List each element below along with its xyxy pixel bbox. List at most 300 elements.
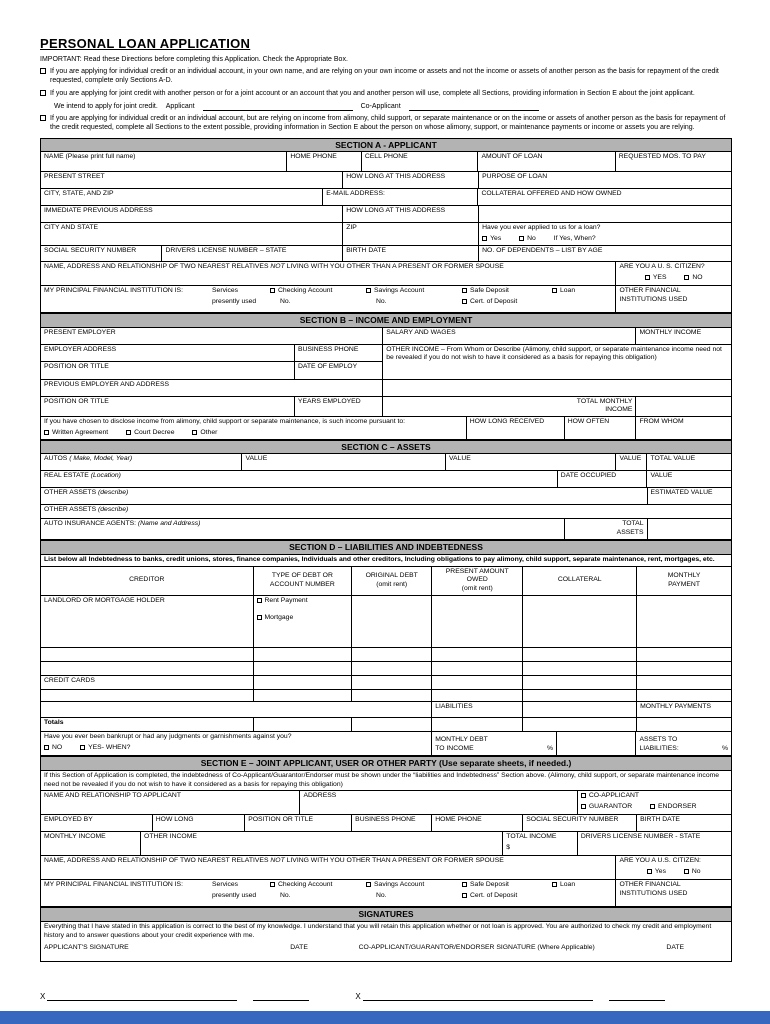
applicant-signature-line[interactable] — [47, 993, 237, 1001]
a-fin-line2 — [44, 298, 612, 307]
purpose-of-loan-label: PURPOSE OF LOAN — [482, 173, 548, 181]
auto-value-1-label: VALUE — [245, 455, 268, 463]
empty-cell[interactable] — [352, 596, 432, 647]
requested-mos-field[interactable] — [616, 152, 731, 171]
c-row-5 — [41, 519, 731, 540]
a-savings-checkbox[interactable] — [366, 288, 371, 293]
position-title-field[interactable] — [41, 362, 295, 379]
empty-cell[interactable] — [254, 648, 353, 661]
citizen-yes-checkbox[interactable] — [645, 275, 650, 280]
e-other-institutions-field[interactable] — [616, 880, 731, 906]
empty-cell[interactable] — [523, 648, 637, 661]
how-long-received-field[interactable] — [467, 417, 565, 439]
a-safe-deposit-label: Safe Deposit — [470, 286, 509, 294]
empty-cell[interactable] — [352, 690, 432, 701]
how-often-field[interactable] — [565, 417, 637, 439]
email-field[interactable] — [323, 189, 478, 205]
auto-value-1-field[interactable] — [242, 454, 446, 470]
co-applicant-date-label: DATE — [666, 943, 685, 951]
applicant-x: X — [40, 991, 46, 1001]
position-title-2-field[interactable] — [41, 397, 295, 417]
b-row-3-left — [41, 362, 383, 379]
other-assets-1-field[interactable] — [41, 488, 648, 504]
b-row-2-left — [41, 345, 383, 362]
auto-value-2-field[interactable] — [446, 454, 616, 470]
empty-cell[interactable] — [523, 702, 637, 717]
monthly-income-field[interactable] — [636, 328, 731, 344]
empty-cell[interactable] — [637, 596, 731, 647]
monthly-payment-header — [637, 567, 731, 595]
e-relatives-label-not: NOT — [270, 857, 285, 865]
signatures-header: SIGNATURES — [41, 907, 731, 922]
d-credit-cards-row — [41, 676, 731, 690]
email-label: E-MAIL ADDRESS: — [326, 190, 385, 198]
creditor-header — [41, 567, 254, 595]
written-agreement-label: Written Agreement — [52, 429, 109, 437]
co-applicant-signature-line[interactable] — [363, 993, 593, 1001]
e-total-income-field[interactable] — [503, 832, 578, 855]
e-checking-checkbox[interactable] — [270, 882, 275, 887]
applied-no-label: No — [527, 235, 536, 243]
e-endorser-checkbox[interactable] — [650, 804, 655, 809]
city-and-state-field[interactable] — [41, 223, 343, 245]
d-bankrupt-row — [41, 732, 731, 756]
e-loan-checkbox[interactable] — [552, 882, 557, 887]
e-ssn-label: SOCIAL SECURITY NUMBER — [526, 816, 619, 824]
form-content — [40, 36, 732, 1001]
a-row-5 — [41, 223, 731, 246]
e-checking-no-label: No. — [280, 892, 291, 900]
rent-payment-checkbox[interactable] — [257, 598, 262, 603]
a-row-4 — [41, 206, 731, 223]
real-estate-field[interactable] — [41, 471, 558, 487]
application-form — [40, 138, 732, 962]
individual-credit-text: If you are applying for individual credit or an individual account, in your own name, and are relying on your own income or assets and not the income or assets of another person as the basis for repayment of the credit requested, complete only Sections A-D. — [50, 68, 719, 85]
co-applicant-label: Co-Applicant — [360, 102, 401, 110]
empty-cell[interactable] — [352, 648, 432, 661]
intend-joint-text: We intend to apply for joint credit. — [54, 102, 158, 110]
e-birth-date-field[interactable] — [637, 815, 731, 831]
empty-cell[interactable] — [352, 676, 432, 689]
e-checking-label: Checking Account — [278, 881, 333, 889]
e-guarantor-checkbox[interactable] — [581, 804, 586, 809]
e-address-label: ADDRESS — [303, 792, 337, 800]
a-fin-savings — [366, 287, 462, 296]
drivers-license-label: DRIVERS LICENSE NUMBER – STATE — [165, 246, 287, 254]
if-yes-when-label: If Yes, When? — [553, 235, 596, 243]
dependents-label: NO. OF DEPENDENTS – LIST BY AGE — [482, 246, 603, 254]
present-employer-field[interactable] — [41, 328, 383, 344]
empty-cell[interactable] — [432, 718, 523, 731]
assets-liabilities-label: ASSETS TO LIABILITIES: — [639, 736, 679, 753]
b-row-2-3 — [41, 345, 731, 380]
citizen-options — [619, 274, 728, 283]
applicant-signature-label: APPLICANT'S SIGNATURE — [44, 943, 129, 951]
years-employed-field[interactable] — [295, 397, 383, 417]
section-e-intro: If this Section of Application is completed, the indebtedness of Co-Applicant/Guarantor/Endorser must be shown under the “liabilities and Indebtedness” Section above. (Alimony, child support, or separate maintenance income need not be revealed if you do not wish to have it considered as a basis for repaying this obligation) — [41, 771, 731, 792]
footer-toolbar[interactable] — [0, 1011, 770, 1024]
e-row-3 — [41, 832, 731, 856]
co-applicant-name-line[interactable] — [409, 103, 539, 111]
bankrupt-yes-checkbox[interactable] — [80, 745, 85, 750]
important-note: IMPORTANT: Read these Directions before completing this Application. Check the Appropriate Box. — [40, 56, 348, 63]
bankrupt-no-checkbox[interactable] — [44, 745, 49, 750]
d-header-row — [41, 567, 731, 596]
a-loan-checkbox[interactable] — [552, 288, 557, 293]
name-field[interactable] — [41, 152, 287, 171]
citizen-field[interactable] — [616, 262, 731, 285]
business-phone-label: BUSINESS PHONE — [297, 345, 359, 353]
monthly-debt-label: MONTHLY DEBT TO INCOME — [435, 736, 488, 753]
section-c-header: SECTION C – ASSETS — [41, 440, 731, 455]
previous-address-label: IMMEDIATE PREVIOUS ADDRESS — [44, 207, 153, 215]
how-often-label: HOW OFTEN — [567, 418, 610, 426]
ssn-field[interactable] — [41, 246, 162, 261]
directions — [40, 55, 732, 133]
page-title: PERSONAL LOAN APPLICATION — [40, 36, 251, 51]
insurance-agents-label: AUTO INSURANCE AGENTS: — [44, 520, 137, 528]
estimated-value-label: ESTIMATED VALUE — [650, 489, 713, 497]
e-fin-cert — [462, 892, 517, 901]
d-empty-row-3 — [41, 690, 731, 702]
empty-cell[interactable] — [352, 718, 432, 731]
real-estate-sublabel: (Location) — [90, 472, 121, 480]
auto-value-2-label: VALUE — [449, 455, 471, 463]
type-of-debt-header-label: TYPE OF DEBT OR ACCOUNT NUMBER — [269, 572, 335, 588]
b-row-5 — [41, 397, 731, 418]
co-applicant-x: X — [355, 991, 361, 1001]
dependents-field[interactable] — [479, 246, 731, 261]
other-checkbox[interactable] — [192, 430, 197, 435]
a-cert-label: Cert. of Deposit — [470, 297, 518, 305]
salary-wages-field[interactable] — [383, 328, 636, 344]
e-business-phone-field[interactable] — [352, 815, 432, 831]
a-fin-safe-deposit — [462, 287, 552, 296]
empty-cell[interactable] — [637, 690, 731, 701]
e-citizen-yes-checkbox[interactable] — [647, 869, 652, 874]
e-fin-services-label: Services — [212, 881, 239, 889]
e-relatives-field[interactable] — [41, 856, 616, 879]
a-other-institutions-field[interactable] — [616, 286, 731, 312]
co-applicant-signature-label: CO-APPLICANT/GUARANTOR/ENDORSER SIGNATURE (Where Applicable) — [358, 943, 595, 951]
empty-cell[interactable] — [254, 718, 353, 731]
a-cert-checkbox[interactable] — [462, 299, 467, 304]
other-assets-2-field[interactable] — [41, 505, 731, 518]
e-other-institutions-label: OTHER FINANCIAL INSTITUTIONS USED — [619, 881, 688, 898]
b-left-stack — [41, 345, 383, 379]
e-party-type-field[interactable] — [578, 791, 731, 814]
date-occupied-field[interactable] — [558, 471, 648, 487]
business-phone-field[interactable] — [295, 345, 383, 361]
home-phone-field[interactable] — [287, 152, 362, 171]
e-employed-by-label: EMPLOYED BY — [44, 816, 93, 824]
empty-cell[interactable] — [523, 690, 637, 701]
e-home-phone-label: HOME PHONE — [435, 816, 482, 824]
city-state-zip-field[interactable] — [41, 189, 323, 205]
e-birth-date-label: BIRTH DATE — [640, 816, 680, 824]
empty-cell[interactable] — [523, 676, 637, 689]
e-cert-checkbox[interactable] — [462, 893, 467, 898]
c-row-3 — [41, 488, 731, 505]
monthly-debt-cell[interactable] — [432, 732, 557, 755]
a-fin-services-label: Services — [212, 286, 239, 294]
empty-cell[interactable] — [432, 662, 523, 675]
alimony-checkbox[interactable] — [40, 115, 46, 121]
court-decree-checkbox[interactable] — [126, 430, 131, 435]
liabilities-label: LIABILITIES — [435, 703, 473, 711]
e-ssn-field[interactable] — [523, 815, 637, 831]
e-citizen-yes-label: Yes — [654, 868, 666, 876]
a-fin-cert — [462, 298, 517, 307]
employer-address-field[interactable] — [41, 345, 295, 361]
signature-labels-row — [41, 942, 731, 961]
zip-field[interactable] — [343, 223, 479, 245]
how-long-address-label: HOW LONG AT THIS ADDRESS — [346, 173, 446, 181]
applied-before-field[interactable] — [479, 223, 731, 245]
applicant-date-line[interactable] — [253, 993, 309, 1001]
previous-employer-label: PREVIOUS EMPLOYER AND ADDRESS — [44, 380, 170, 388]
e-citizen-options — [619, 868, 728, 877]
monthly-income-label: MONTHLY INCOME — [639, 328, 702, 336]
totals-field[interactable] — [41, 718, 254, 731]
section-a-header: SECTION A - APPLICANT — [41, 139, 731, 153]
landlord-label: LANDLORD OR MORTGAGE HOLDER — [44, 597, 165, 605]
empty-cell[interactable] — [352, 662, 432, 675]
e-name-relationship-field[interactable] — [41, 791, 300, 814]
e-citizen-field[interactable] — [616, 856, 731, 879]
e-total-income-label: TOTAL INCOME — [506, 833, 557, 841]
e-employed-by-field[interactable] — [41, 815, 153, 831]
zip-label: ZIP — [346, 224, 357, 232]
mortgage-checkbox[interactable] — [257, 615, 262, 620]
from-whom-field[interactable] — [636, 417, 731, 439]
home-phone-label: HOME PHONE — [290, 153, 337, 161]
e-row-1 — [41, 791, 731, 815]
e-guarantor-label: GUARANTOR — [588, 803, 633, 811]
credit-cards-label: CREDIT CARDS — [44, 677, 95, 685]
e-position-title-field[interactable] — [245, 815, 352, 831]
a-financial-institution-field[interactable] — [41, 286, 616, 312]
birth-date-field[interactable] — [343, 246, 479, 261]
citizen-label: ARE YOU A U. S. CITIZEN? — [619, 262, 705, 270]
purpose-of-loan-field[interactable] — [479, 172, 731, 188]
individual-credit-option — [40, 67, 732, 85]
original-debt-header-label: ORIGINAL DEBT — [365, 572, 418, 579]
other-income-field[interactable] — [382, 345, 731, 379]
present-employer-label: PRESENT EMPLOYER — [44, 328, 116, 336]
e-co-applicant-checkbox[interactable] — [581, 793, 586, 798]
c-row-4 — [41, 505, 731, 519]
a-row-7 — [41, 262, 731, 286]
citizen-no-checkbox[interactable] — [684, 275, 689, 280]
citizen-yes-label: YES — [652, 273, 667, 281]
e-position-title-label: POSITION OR TITLE — [248, 816, 314, 824]
empty-cell[interactable] — [41, 690, 254, 701]
total-monthly-income-cell — [383, 397, 636, 417]
cell-phone-label: CELL PHONE — [364, 153, 408, 161]
assets-liabilities-cell[interactable] — [636, 732, 731, 755]
mortgage-option — [257, 614, 349, 623]
empty-cell[interactable] — [432, 676, 523, 689]
total-monthly-income-label: TOTAL MONTHLY INCOME — [576, 397, 633, 414]
a-checking-checkbox[interactable] — [270, 288, 275, 293]
e-safe-deposit-checkbox[interactable] — [462, 882, 467, 887]
alimony-option — [40, 114, 732, 132]
employer-address-label: EMPLOYER ADDRESS — [44, 345, 117, 353]
e-home-phone-field[interactable] — [432, 815, 523, 831]
a-other-institutions-label: OTHER FINANCIAL INSTITUTIONS USED — [619, 286, 688, 303]
total-value-field[interactable] — [647, 454, 731, 470]
cell-phone-field[interactable] — [362, 152, 479, 171]
e-fin-checking — [270, 881, 366, 890]
e-fin-line1 — [44, 881, 612, 890]
insurance-agents-field[interactable] — [41, 519, 565, 539]
applicant-name-line[interactable] — [203, 103, 353, 111]
amount-of-loan-field[interactable] — [478, 152, 615, 171]
empty-cell[interactable] — [523, 718, 637, 731]
e-fin-line2 — [44, 892, 612, 901]
b-row-4 — [41, 380, 731, 397]
salary-wages-label: SALARY AND WAGES — [386, 328, 456, 336]
empty-cell[interactable] — [557, 732, 636, 755]
drivers-license-field[interactable] — [162, 246, 343, 261]
collateral-field[interactable] — [478, 189, 731, 205]
section-e-header: SECTION E – JOINT APPLICANT, USER OR OTHER PARTY (Use separate sheets, if needed.) — [41, 756, 731, 771]
e-fin-savings — [366, 881, 462, 890]
applied-before-options — [482, 235, 728, 244]
e-citizen-label: ARE YOU A U.S. CITIZEN: — [619, 857, 701, 865]
total-assets-value[interactable] — [648, 519, 732, 539]
empty-cell[interactable] — [479, 206, 731, 222]
credit-cards-field[interactable] — [41, 676, 254, 689]
d-liabilities-row — [41, 702, 731, 718]
relatives-field[interactable] — [41, 262, 616, 285]
empty-cell[interactable] — [523, 662, 637, 675]
a-savings-no-label: No. — [376, 297, 387, 305]
present-street-field[interactable] — [41, 172, 343, 188]
assets-liabilities-percent: % — [721, 745, 728, 753]
alimony-text: If you are applying for individual credit or an individual account, but are relying on income from alimony, child support, or separate maintenance or on the income or assets of another person as the basis for repayment of the credit requested, complete all Sections to the extent possible, providing information in Section E about the person on whose alimony, support, or maintenance payments or income or assets you are relying. — [50, 115, 726, 132]
written-agreement-checkbox[interactable] — [44, 430, 49, 435]
empty-cell[interactable] — [637, 648, 731, 661]
empty-cell[interactable] — [41, 662, 254, 675]
autos-label: AUTOS — [44, 455, 68, 463]
date-occupied-label: DATE OCCUPIED — [560, 472, 617, 480]
e-total-income-dollar: $ — [506, 844, 511, 852]
empty-cell[interactable] — [41, 702, 432, 717]
e-financial-institution-field[interactable] — [41, 880, 616, 906]
empty-cell[interactable] — [523, 596, 637, 647]
how-long-address-field[interactable] — [343, 172, 479, 188]
empty-cell[interactable] — [254, 690, 353, 701]
empty-cell[interactable] — [254, 662, 353, 675]
alimony-disclosure-field[interactable] — [41, 417, 467, 439]
bankrupt-no-label: NO — [52, 743, 63, 751]
date-of-employ-label: DATE OF EMPLOY — [297, 362, 358, 370]
monthly-payments-cell — [637, 702, 731, 717]
landlord-type-field[interactable] — [254, 596, 353, 647]
e-monthly-income-field[interactable] — [41, 832, 141, 855]
original-debt-omit-rent: (omit rent) — [376, 580, 408, 588]
e-drivers-license-field[interactable] — [578, 832, 731, 855]
other-assets-1-sublabel: (describe) — [98, 489, 129, 497]
e-savings-checkbox[interactable] — [366, 882, 371, 887]
landlord-field[interactable] — [41, 596, 254, 647]
empty-cell[interactable] — [432, 596, 523, 647]
applicant-label: Applicant — [165, 102, 195, 110]
e-how-long-label: HOW LONG — [155, 816, 194, 824]
e-savings-label: Savings Account — [374, 881, 425, 889]
how-long-previous-field[interactable] — [343, 206, 479, 222]
a-fin-loan — [552, 287, 575, 296]
present-owed-header — [432, 567, 523, 595]
previous-address-field[interactable] — [41, 206, 343, 222]
previous-employer-field[interactable] — [41, 380, 383, 396]
a-safe-deposit-checkbox[interactable] — [462, 288, 467, 293]
empty-cell[interactable] — [432, 648, 523, 661]
e-address-field[interactable] — [300, 791, 577, 814]
auto-value-3-field[interactable] — [616, 454, 647, 470]
empty-cell[interactable] — [254, 676, 353, 689]
collateral-header-label: COLLATERAL — [557, 576, 602, 584]
empty-cell[interactable] — [41, 648, 254, 661]
autos-field[interactable] — [41, 454, 242, 470]
a-row-3 — [41, 189, 731, 206]
applied-no-checkbox[interactable] — [519, 236, 524, 241]
other-assets-1-label: OTHER ASSETS — [44, 489, 97, 497]
a-checking-label: Checking Account — [278, 286, 333, 294]
applied-yes-checkbox[interactable] — [482, 236, 487, 241]
real-estate-value-field[interactable] — [647, 471, 731, 487]
c-row-1 — [41, 454, 731, 471]
a-row-2 — [41, 172, 731, 189]
estimated-value-field[interactable] — [648, 488, 732, 504]
empty-cell[interactable] — [637, 676, 731, 689]
date-of-employ-field[interactable] — [295, 362, 383, 379]
individual-credit-checkbox[interactable] — [40, 68, 46, 74]
ssn-label: SOCIAL SECURITY NUMBER — [44, 246, 137, 254]
empty-cell[interactable] — [637, 718, 731, 731]
e-citizen-no-checkbox[interactable] — [684, 869, 689, 874]
relatives-label-post: LIVING WITH YOU OTHER THAN A PRESENT OR FORMER SPOUSE — [286, 262, 504, 270]
empty-cell[interactable] — [383, 380, 731, 396]
e-fin-presently-used: presently used — [212, 892, 257, 900]
position-title-2-label: POSITION OR TITLE — [44, 397, 109, 405]
a-fin-label: MY PRINCIPAL FINANCIAL INSTITUTION IS: — [44, 286, 183, 294]
empty-cell[interactable] — [637, 662, 731, 675]
joint-credit-option — [40, 89, 732, 98]
empty-cell[interactable] — [432, 690, 523, 701]
e-other-income-field[interactable] — [141, 832, 503, 855]
collateral-header — [523, 567, 637, 595]
e-fin-label: MY PRINCIPAL FINANCIAL INSTITUTION IS: — [44, 881, 183, 889]
e-row-4 — [41, 856, 731, 880]
joint-credit-checkbox[interactable] — [40, 90, 46, 96]
e-how-long-field[interactable] — [153, 815, 245, 831]
a-checking-no-label: No. — [280, 297, 291, 305]
e-loan-label: Loan — [560, 881, 576, 889]
e-fin-loan — [552, 881, 575, 890]
mortgage-label: Mortgage — [264, 613, 294, 621]
bankrupt-field[interactable] — [41, 732, 432, 755]
d-landlord-row — [41, 596, 731, 648]
co-applicant-date-line[interactable] — [609, 993, 665, 1001]
total-monthly-income-value[interactable] — [636, 397, 731, 417]
autos-sublabel: ( Make, Model, Year) — [69, 455, 133, 463]
relatives-label-not: NOT — [270, 262, 285, 270]
signatures-statement: Everything that I have stated in this application is correct to the best of my knowledge. I understand that you will retain this application whether or not loan is approved. You are authorized to check my credit and employment history and to answer questions about your credit experience with me. — [44, 922, 712, 939]
monthly-debt-percent: % — [547, 745, 554, 753]
